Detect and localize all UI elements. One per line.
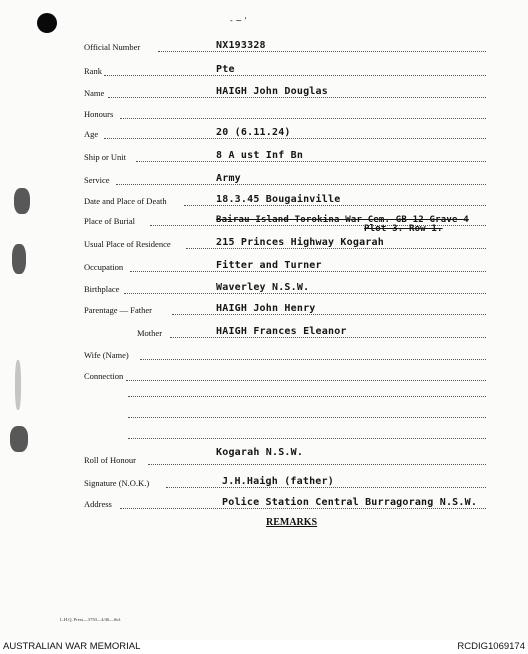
label-rank: Rank xyxy=(84,66,102,76)
row-death xyxy=(0,192,528,208)
dotted-line xyxy=(120,508,486,509)
punch-hole xyxy=(37,13,57,33)
label-official-number: Official Number xyxy=(84,42,141,52)
label-wife: Wife (Name) xyxy=(84,350,129,360)
label-death: Date and Place of Death xyxy=(84,196,167,206)
dotted-line xyxy=(116,184,486,185)
label-honours: Honours xyxy=(84,109,114,119)
dotted-line xyxy=(108,97,486,98)
row-connection xyxy=(0,367,528,383)
label-burial: Place of Burial xyxy=(84,216,135,226)
label-roll-of-honour: Roll of Honour xyxy=(84,455,136,465)
value-service: Army xyxy=(216,173,241,184)
value-signature: J.H.Haigh (father) xyxy=(222,476,334,487)
blank-line xyxy=(128,417,486,418)
value-residence: 215 Princes Highway Kogarah xyxy=(216,237,384,248)
row-wife xyxy=(0,346,528,362)
label-name: Name xyxy=(84,88,105,98)
row-roll-of-honour xyxy=(0,447,528,467)
label-service: Service xyxy=(84,175,110,185)
value-occupation: Fitter and Turner xyxy=(216,260,322,271)
printer-note: L.H.Q. Press—3750—4/46—Std. xyxy=(60,617,121,622)
label-mother: Mother xyxy=(137,328,163,338)
row-service xyxy=(0,171,528,187)
dotted-line xyxy=(124,293,486,294)
label-father: Parentage — Father xyxy=(84,305,152,315)
label-connection: Connection xyxy=(84,371,124,381)
value-death: 18.3.45 Bougainville xyxy=(216,194,341,205)
label-unit: Ship or Unit xyxy=(84,152,127,162)
value-name: HAIGH John Douglas xyxy=(216,86,328,97)
label-birthplace: Birthplace xyxy=(84,284,120,294)
dotted-line xyxy=(130,271,486,272)
value-rank: Pte xyxy=(216,64,235,75)
row-birthplace xyxy=(0,280,528,296)
remarks-heading: REMARKS xyxy=(266,517,318,528)
label-occupation: Occupation xyxy=(84,262,124,272)
row-age xyxy=(0,125,528,141)
label-address: Address xyxy=(84,499,112,509)
blank-line xyxy=(128,438,486,439)
value-official-number: NX193328 xyxy=(216,40,266,51)
value-roll-of-honour: Kogarah N.S.W. xyxy=(216,447,304,458)
label-age: Age xyxy=(84,129,99,139)
row-unit xyxy=(0,148,528,164)
label-signature: Signature (N.O.K.) xyxy=(84,478,150,488)
value-father: HAIGH John Henry xyxy=(216,303,316,314)
row-name xyxy=(0,84,528,100)
archive-footer xyxy=(0,640,528,654)
dotted-line xyxy=(140,359,486,360)
dotted-line xyxy=(166,487,486,488)
row-official-number xyxy=(0,38,528,54)
value-burial: Bairau Island Torokina War Cem. GB 12 Grave 4 xyxy=(216,215,469,225)
dotted-line xyxy=(126,380,486,381)
dotted-line xyxy=(148,464,486,465)
dotted-line xyxy=(136,161,486,162)
value-burial-plot: Plot 3. Row 1. xyxy=(364,224,443,234)
row-father xyxy=(0,301,528,317)
footer-institution: AUSTRALIAN WAR MEMORIAL xyxy=(3,641,141,652)
value-address: Police Station Central Burragorang N.S.W. xyxy=(222,497,478,508)
dotted-line xyxy=(158,51,486,52)
dotted-line xyxy=(184,205,486,206)
value-birthplace: Waverley N.S.W. xyxy=(216,282,310,293)
dotted-line xyxy=(104,138,486,139)
margin-stain xyxy=(10,426,28,452)
dotted-line xyxy=(120,118,486,119)
row-honours xyxy=(0,105,528,121)
row-rank xyxy=(0,62,528,78)
tick-mark: - ~ ' xyxy=(230,16,247,25)
footer-record-id: RCDIG1069174 xyxy=(457,641,525,652)
value-unit: 8 A ust Inf Bn xyxy=(216,150,304,161)
row-signature xyxy=(0,474,528,490)
blank-line xyxy=(128,396,486,397)
value-mother: HAIGH Frances Eleanor xyxy=(216,326,347,337)
label-residence: Usual Place of Residence xyxy=(84,239,171,249)
value-age: 20 (6.11.24) xyxy=(216,127,291,138)
row-address xyxy=(0,495,528,511)
dotted-line xyxy=(104,75,486,76)
dotted-line xyxy=(186,248,486,249)
dotted-line xyxy=(170,337,486,338)
dotted-line xyxy=(172,314,486,315)
row-residence xyxy=(0,235,528,251)
row-occupation xyxy=(0,258,528,274)
row-mother xyxy=(0,324,528,340)
